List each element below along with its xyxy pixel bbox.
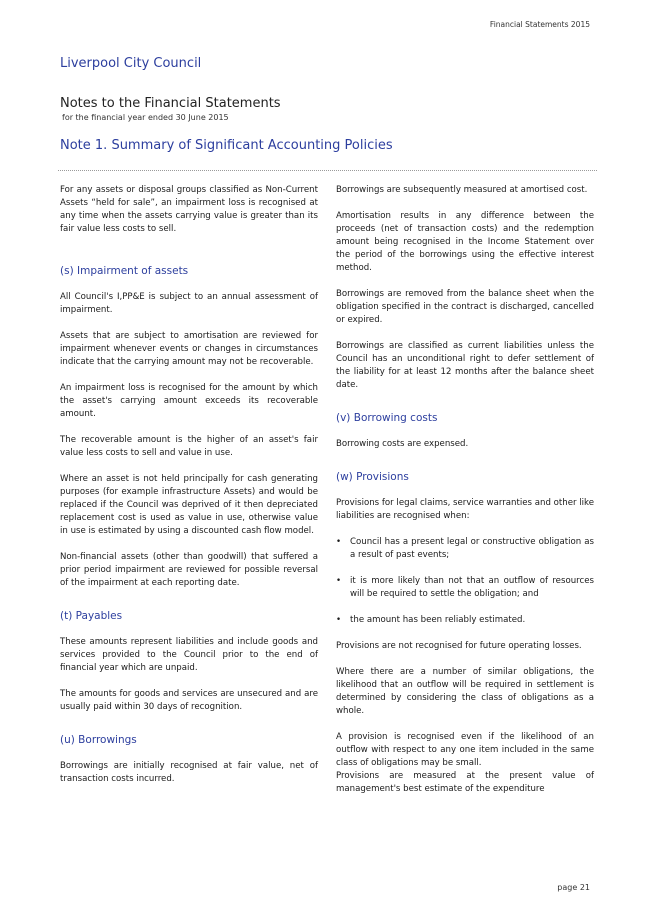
paragraph: Amortisation results in any difference between the proceeds (net of transaction costs) and the redemption amount being recognised in the Income Statement over the period of the borrowings using the effective interest method. — [336, 211, 594, 273]
document-subtitle: for the financial year ended 30 June 2015 — [62, 113, 229, 122]
note-title: Note 1. Summary of Significant Accounting Policies — [60, 138, 393, 153]
paragraph: The recoverable amount is the higher of an asset's fair value less costs to sell and value in use. — [60, 435, 318, 458]
paragraph: Provisions are not recognised for future operating losses. — [336, 641, 582, 651]
left-column — [60, 184, 318, 799]
paragraph: Borrowings are subsequently measured at amortised cost. — [336, 185, 588, 195]
provisions-criteria-list — [336, 536, 594, 627]
page-number: page 21 — [557, 883, 590, 892]
paragraph: All Council's I,PP&E is subject to an annual assessment of impairment. — [60, 292, 318, 315]
paragraph: Borrowings are removed from the balance sheet when the obligation specified in the contract is discharged, cancelled or expired. — [336, 289, 594, 325]
paragraph: Where there are a number of similar obligations, the likelihood that an outflow will be required in settlement is determined by considering the class of obligations as a whole. — [336, 667, 594, 716]
paragraph: Non-financial assets (other than goodwill) that suffered a prior period impairment are reviewed for possible reversal of the impairment at each reporting date. — [60, 552, 318, 588]
paragraph: Assets that are subject to amortisation are reviewed for impairment whenever events or changes in circumstances indicate that the carrying amount may not be recoverable. — [60, 331, 318, 367]
list-item: • Council has a present legal or constructive obligation as a result of past events; — [336, 537, 594, 560]
section-heading-provisions: (w) Provisions — [336, 471, 409, 483]
bullet-icon: • — [336, 576, 342, 586]
list-item: • it is more likely than not that an outflow of resources will be required to settle the obligation; and — [336, 576, 594, 599]
section-heading-borrowings: (u) Borrowings — [60, 734, 137, 746]
bullet-icon: • — [336, 615, 342, 625]
paragraph: For any assets or disposal groups classified as Non-Current Assets “held for sale”, an impairment loss is recognised at any time when the assets carrying value is greater than its fair value less costs to sell. — [60, 185, 318, 234]
section-heading-payables: (t) Payables — [60, 610, 123, 622]
section-heading-borrowing-costs: (v) Borrowing costs — [336, 412, 438, 424]
paragraph: Borrowings are classified as current liabilities unless the Council has an unconditional right to defer settlement of the liability for at least 12 months after the balance sheet date. — [336, 341, 594, 390]
paragraph: A provision is recognised even if the likelihood of an outflow with respect to any one item included in the same class of obligations may be small. — [336, 732, 594, 768]
dotted-divider — [58, 170, 597, 171]
paragraph: Provisions are measured at the present value of management's best estimate of the expenditure — [336, 771, 594, 794]
paragraph: These amounts represent liabilities and include goods and services provided to the Council prior to the end of financial year which are unpaid. — [60, 637, 318, 673]
section-heading-impairment: (s) Impairment of assets — [60, 265, 189, 277]
paragraph: Provisions for legal claims, service warranties and other like liabilities are recognised when: — [336, 498, 594, 521]
right-column — [336, 184, 594, 809]
paragraph: Where an asset is not held principally for cash generating purposes (for example infrastructure Assets) and would be replaced if the Council was deprived of it then depreciated replacement cost is used as value in use, otherwise value in use is estimated by using a discounted cash flow model. — [60, 474, 318, 536]
paragraph: Borrowings are initially recognised at fair value, net of transaction costs incurred. — [60, 761, 318, 784]
paragraph: An impairment loss is recognised for the amount by which the asset's carrying amount exceeds its recoverable amount. — [60, 383, 318, 419]
paragraph: The amounts for goods and services are unsecured and are usually paid within 30 days of recognition. — [60, 689, 318, 712]
organisation-name: Liverpool City Council — [60, 56, 202, 71]
list-item: • the amount has been reliably estimated. — [336, 615, 526, 625]
running-header: Financial Statements 2015 — [489, 20, 590, 29]
bullet-icon: • — [336, 537, 342, 547]
paragraph: Borrowing costs are expensed. — [336, 439, 469, 449]
document-title: Notes to the Financial Statements — [60, 96, 281, 111]
